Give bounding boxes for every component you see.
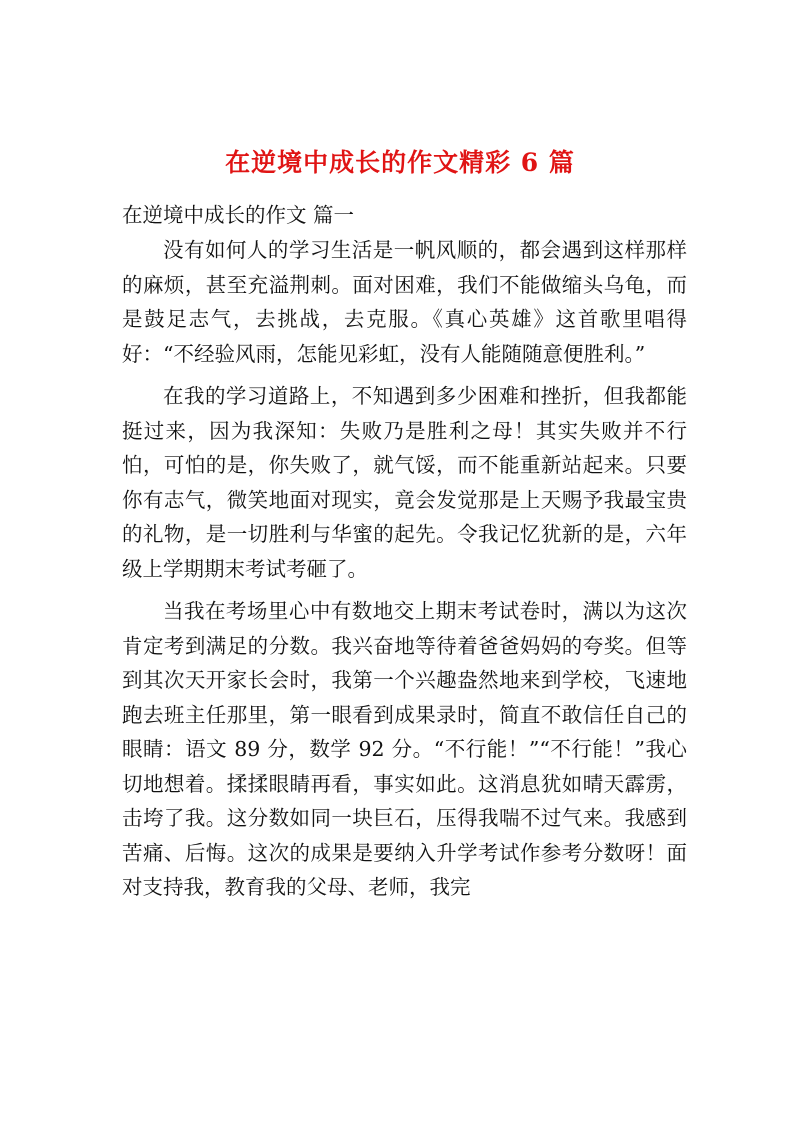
section-heading: 在逆境中成长的作文 篇一 (122, 203, 355, 227)
paragraph-3: 当我在考场里心中有数地交上期末考试卷时，满以为这次肯定考到满足的分数。我兴奋地等待着爸爸妈妈的夸奖。但等到其次天开家长会时，我第一个兴趣盎然地来到学校，飞速地跑去班主任那里，第一眼看到成果录时，简直不敢信任自己的眼睛：语文 89 分，数学 92 分。“不行能！”“不行能！”我心切地想着。揉揉眼睛再看，事实如此。这消息犹如晴天霹雳，击垮了我。这分数如同一块巨石，压得我喘不过气来。我感到苦痛、后悔。这次的成果是要纳入升学考试作参考分数呀！面对支持我，教育我的父母、老师，我完 (122, 599, 687, 899)
paragraph-1: 没有如何人的学习生活是一帆风顺的，都会遇到这样那样的麻烦，甚至充溢荆刺。面对困难，我们不能做缩头乌龟，而是鼓足志气，去挑战，去克服。《真心英雄》这首歌里唱得好：“不经验风雨，怎能见彩虹，没有人能随随意便胜利。” (122, 238, 687, 366)
document-body (122, 198, 687, 905)
paragraph-2: 在我的学习道路上，不知遇到多少困难和挫折，但我都能挺过来，因为我深知：失败乃是胜利之母！其实失败并不行怕，可怕的是，你失败了，就气馁，而不能重新站起来。只要你有志气，微笑地面对现实，竟会发觉那是上天赐予我最宝贵的礼物，是一切胜利与华蜜的起先。令我记忆犹新的是，六年级上学期期末考试考砸了。 (122, 384, 687, 581)
document-title: 在逆境中成长的作文精彩 6 篇 (225, 147, 575, 177)
